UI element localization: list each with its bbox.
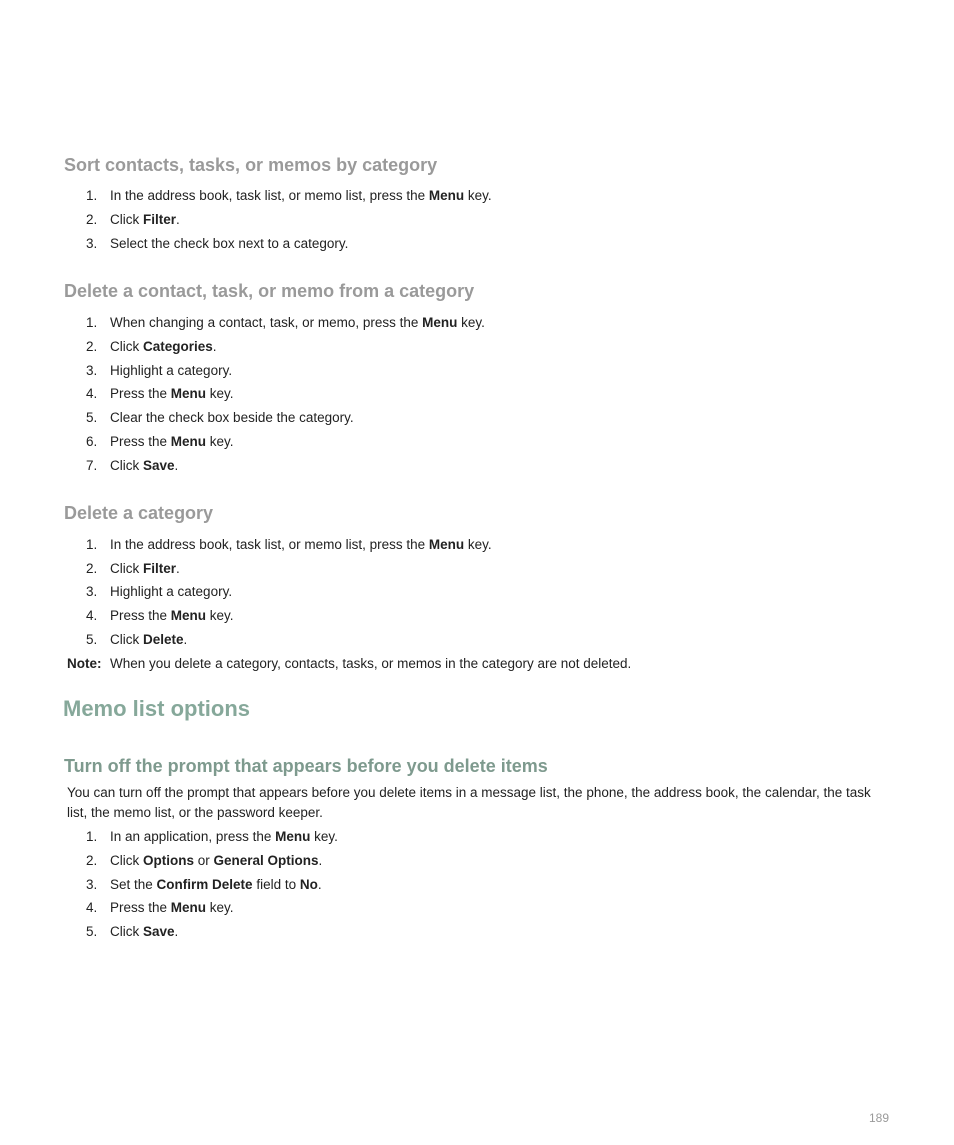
step-number: 5. <box>86 410 98 425</box>
section-heading-sort-by-category: Sort contacts, tasks, or memos by category <box>64 155 438 175</box>
step-text: Press the Menu key. <box>110 900 234 915</box>
step-number: 3. <box>86 584 98 599</box>
step-number: 2. <box>86 561 98 576</box>
intro-paragraph-line-1: You can turn off the prompt that appears before you delete items in a message list, the phone, the address book, the calendar, the task <box>67 785 871 800</box>
page-number: 189 <box>869 1111 890 1125</box>
section-heading-delete-from-category: Delete a contact, task, or memo from a category <box>64 281 475 301</box>
step-number: 4. <box>86 608 98 623</box>
step-text: In the address book, task list, or memo list, press the Menu key. <box>110 537 492 552</box>
step-text: Click Options or General Options. <box>110 853 323 868</box>
step-text: In the address book, task list, or memo list, press the Menu key. <box>110 188 492 203</box>
step-text: Click Save. <box>110 924 179 939</box>
step-text: Click Filter. <box>110 212 180 227</box>
step-number: 5. <box>86 924 98 939</box>
step-number: 3. <box>86 236 98 251</box>
step-number: 6. <box>86 434 98 449</box>
step-number: 4. <box>86 386 98 401</box>
step-text: In an application, press the Menu key. <box>110 829 338 844</box>
step-number: 3. <box>86 363 98 378</box>
step-text: Highlight a category. <box>110 363 233 378</box>
step-text: Clear the check box beside the category. <box>110 410 354 425</box>
step-text: Select the check box next to a category. <box>110 236 349 251</box>
step-text: Click Categories. <box>110 339 217 354</box>
step-number: 1. <box>86 537 98 552</box>
step-number: 4. <box>86 900 98 915</box>
step-text: Press the Menu key. <box>110 608 234 623</box>
step-text: Set the Confirm Delete field to No. <box>110 877 322 892</box>
step-text: Click Filter. <box>110 561 180 576</box>
step-number: 5. <box>86 632 98 647</box>
step-number: 3. <box>86 877 98 892</box>
step-text: Click Delete. <box>110 632 188 647</box>
step-number: 1. <box>86 829 98 844</box>
note-text: When you delete a category, contacts, tasks, or memos in the category are not deleted. <box>110 656 632 671</box>
step-number: 7. <box>86 458 98 473</box>
section-heading-memo-list-options: Memo list options <box>63 696 250 721</box>
step-number: 2. <box>86 212 98 227</box>
intro-paragraph-line-2: list, the memo list, or the password keeper. <box>67 805 323 820</box>
section-heading-delete-category: Delete a category <box>64 503 214 523</box>
step-text: Press the Menu key. <box>110 434 234 449</box>
step-text: Press the Menu key. <box>110 386 234 401</box>
step-text: Highlight a category. <box>110 584 233 599</box>
step-number: 2. <box>86 339 98 354</box>
step-number: 2. <box>86 853 98 868</box>
step-number: 1. <box>86 188 98 203</box>
step-number: 1. <box>86 315 98 330</box>
note-label: Note: <box>67 656 102 671</box>
step-text: Click Save. <box>110 458 179 473</box>
step-text: When changing a contact, task, or memo, press the Menu key. <box>110 315 485 330</box>
section-heading-turn-off-prompt: Turn off the prompt that appears before you delete items <box>64 756 548 776</box>
